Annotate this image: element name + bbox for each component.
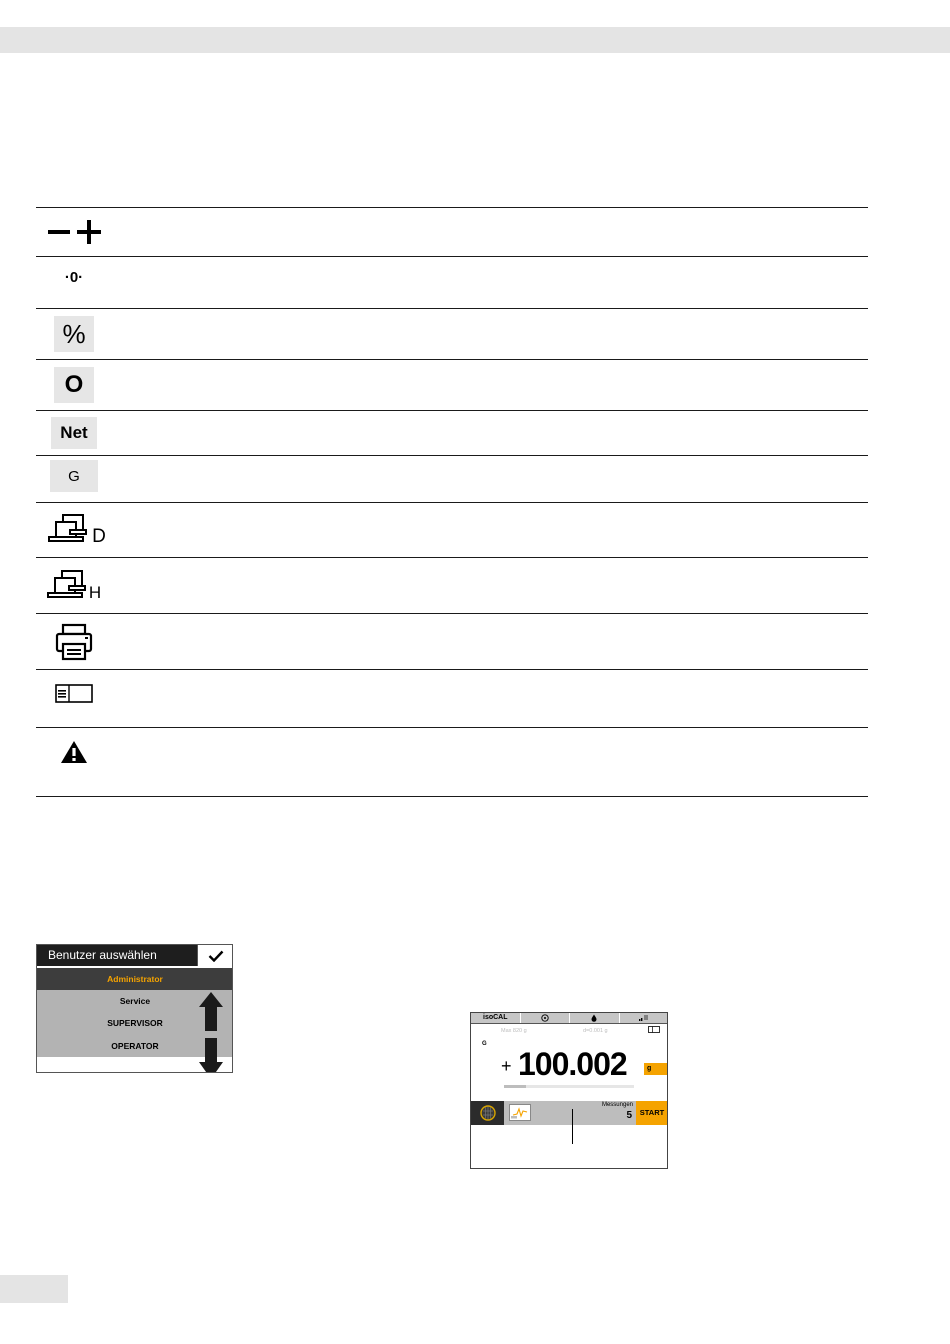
scroll-down-arrow-icon[interactable] <box>199 1038 223 1073</box>
symbol-row-percent <box>36 308 868 359</box>
check-icon <box>208 950 224 962</box>
weight-value: 100.002 <box>518 1046 627 1082</box>
gross-icon: G <box>50 460 98 492</box>
page-number-tab <box>0 1275 68 1303</box>
symbol-row-zero <box>36 256 868 308</box>
weight-unit-button[interactable]: g <box>644 1063 667 1075</box>
tab-drop[interactable] <box>570 1013 620 1023</box>
scroll-up-arrow-icon[interactable] <box>199 992 223 1031</box>
measurements-label: Messungen <box>601 1102 633 1108</box>
header-band <box>0 27 950 53</box>
device-d-icon <box>36 503 116 557</box>
device-d-letter: D <box>92 526 106 547</box>
symbol-row-net <box>36 410 868 455</box>
warning-icon <box>36 728 112 796</box>
symbol-row-warning <box>36 727 868 797</box>
symbol-row-memory-card <box>36 669 868 727</box>
memory-card-status-icon <box>648 1026 660 1033</box>
confirm-button[interactable] <box>197 945 233 966</box>
circle-icon: O <box>54 367 94 403</box>
stability-bar-fill <box>504 1085 526 1088</box>
symbol-row-printer <box>36 613 868 669</box>
symbol-row-device-d <box>36 502 868 557</box>
user-select-title: Benutzer auswählen <box>37 945 197 966</box>
symbol-row-gross <box>36 455 868 502</box>
scroll-arrows[interactable] <box>195 991 227 1073</box>
max-capacity: Max 820 g <box>501 1028 527 1034</box>
minus-plus-icon <box>36 208 112 256</box>
measurements-count: 5 <box>626 1110 632 1121</box>
percent-icon: % <box>54 316 94 352</box>
device-h-icon <box>36 558 112 613</box>
gross-mode-indicator: G <box>482 1041 487 1047</box>
symbol-row-circle <box>36 359 868 410</box>
symbol-row-minus-plus <box>36 207 868 256</box>
application-button[interactable] <box>509 1104 531 1121</box>
globe-icon <box>480 1105 496 1121</box>
tab-level[interactable] <box>521 1013 571 1023</box>
printer-icon <box>36 614 112 669</box>
user-item-operator[interactable]: OPERATOR <box>111 1041 159 1051</box>
globe-button[interactable] <box>471 1101 504 1125</box>
start-button[interactable]: START <box>636 1101 668 1125</box>
stability-bar <box>504 1085 634 1088</box>
user-select-panel <box>36 944 233 1073</box>
readability: d=0.001 g <box>583 1028 608 1034</box>
tab-isocal[interactable]: isoCAL <box>471 1013 521 1023</box>
zero-indicator-icon: ·0· <box>64 269 84 286</box>
device-h-letter: H <box>88 582 102 602</box>
balance-tab-bar <box>471 1013 668 1024</box>
user-item-service[interactable]: Service <box>119 996 151 1006</box>
drop-icon <box>591 1014 597 1022</box>
memory-card-icon <box>36 670 112 727</box>
level-icon <box>541 1014 549 1022</box>
net-icon: Net <box>51 417 97 449</box>
weight-sign: + <box>501 1056 512 1076</box>
balance-screen <box>470 1012 668 1169</box>
tab-signal[interactable] <box>620 1013 669 1023</box>
user-item-administrator[interactable]: Administrator <box>37 968 233 990</box>
symbol-table <box>36 207 868 797</box>
user-item-supervisor[interactable]: SUPERVISOR <box>107 1018 163 1028</box>
balance-bottom-bar <box>471 1101 668 1125</box>
callout-line <box>572 1109 573 1144</box>
symbol-row-device-h <box>36 557 868 613</box>
user-list <box>37 968 233 1057</box>
application-chart-icon <box>510 1105 530 1120</box>
signal-icon <box>638 1014 650 1022</box>
